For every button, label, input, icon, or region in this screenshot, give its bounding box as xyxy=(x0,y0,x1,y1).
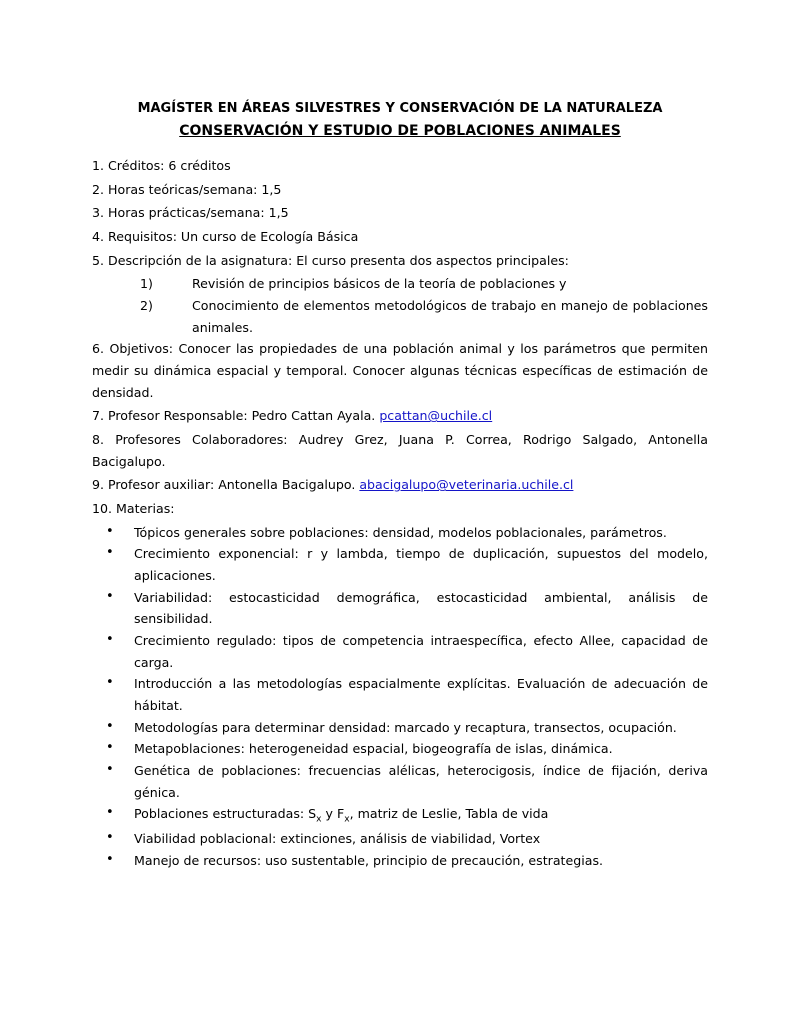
subjects-list xyxy=(92,522,708,872)
item-description: 5. Descripción de la asignatura: El curso presenta dos aspectos principales: xyxy=(92,252,569,268)
description-sub-list xyxy=(92,273,708,338)
list-item-structured-populations xyxy=(100,803,708,828)
structured-suffix: , matriz de Leslie, Tabla de vida xyxy=(349,806,549,822)
structured-sub-1: x xyxy=(316,814,322,825)
list-item: • Genética de poblaciones: frecuencias alélicas, heterocigosis, índice de fijación, deriva génica. xyxy=(100,760,708,803)
list-item: • Tópicos generales sobre poblaciones: densidad, modelos poblacionales, parámetros. xyxy=(100,522,708,544)
item-assistant-professor xyxy=(92,474,708,496)
item-credits: 1. Créditos: 6 créditos xyxy=(92,158,231,174)
sub-item-2-number: 2) xyxy=(140,298,153,314)
list-item: • Viabilidad poblacional: extinciones, análisis de viabilidad, Vortex xyxy=(100,828,708,850)
subjects-heading: 10. Materias: xyxy=(92,500,175,516)
program-title: MAGÍSTER EN ÁREAS SILVESTRES Y CONSERVACIÓN DE LA NATURALEZA xyxy=(137,101,663,116)
assistant-email-link[interactable]: abacigalupo@veterinaria.uchile.cl xyxy=(359,477,574,493)
item-theory-hours: 2. Horas teóricas/semana: 1,5 xyxy=(92,181,282,197)
list-item: • Variabilidad: estocasticidad demográfica, estocasticidad ambiental, análisis de sensibilidad. xyxy=(100,587,708,630)
item-objectives: 6. Objetivos: Conocer las propiedades de una población animal y los parámetros que permiten medir su dinámica espacial y temporal. Conocer algunas técnicas específicas de estimación de densidad. xyxy=(92,341,708,400)
list-item: • Crecimiento exponencial: r y lambda, tiempo de duplicación, supuestos del modelo, aplicaciones. xyxy=(100,543,708,586)
structured-mid: y F xyxy=(321,806,345,822)
sub-item-2-text: Conocimiento de elementos metodológicos de trabajo en manejo de poblaciones animales. xyxy=(192,298,708,335)
list-item: • Manejo de recursos: uso sustentable, principio de precaución, estrategias. xyxy=(100,850,708,872)
sub-item-1-number: 1) xyxy=(140,276,153,292)
responsible-prefix: 7. Profesor Responsable: Pedro Cattan Ayala. xyxy=(92,408,380,424)
responsible-email-link[interactable]: pcattan@uchile.cl xyxy=(379,408,493,424)
item-requirements: 4. Requisitos: Un curso de Ecología Básica xyxy=(92,229,359,245)
item-practice-hours: 3. Horas prácticas/semana: 1,5 xyxy=(92,205,289,221)
course-title: CONSERVACIÓN Y ESTUDIO DE POBLACIONES ANIMALES xyxy=(179,122,621,139)
item-responsible-professor xyxy=(92,405,708,427)
sub-item-1-text: Revisión de principios básicos de la teoría de poblaciones y xyxy=(192,276,567,292)
assistant-prefix: 9. Profesor auxiliar: Antonella Bacigalupo. xyxy=(92,477,360,493)
list-item: • Metapoblaciones: heterogeneidad espacial, biogeografía de islas, dinámica. xyxy=(100,738,708,760)
list-item: • Crecimiento regulado: tipos de competencia intraespecífica, efecto Allee, capacidad de carga. xyxy=(100,630,708,673)
document-header xyxy=(92,100,708,141)
item-collaborators: 8. Profesores Colaboradores: Audrey Grez, Juana P. Correa, Rodrigo Salgado, Antonella Bacigalupo. xyxy=(92,432,708,469)
structured-sub-2: x xyxy=(344,814,350,825)
structured-prefix: Poblaciones estructuradas: S xyxy=(134,806,317,822)
list-item: • Metodologías para determinar densidad: marcado y recaptura, transectos, ocupación. xyxy=(100,717,708,739)
list-item: • Introducción a las metodologías espacialmente explícitas. Evaluación de adecuación de hábitat. xyxy=(100,673,708,716)
sub-item-2 xyxy=(140,295,708,338)
sub-item-1 xyxy=(140,273,708,295)
